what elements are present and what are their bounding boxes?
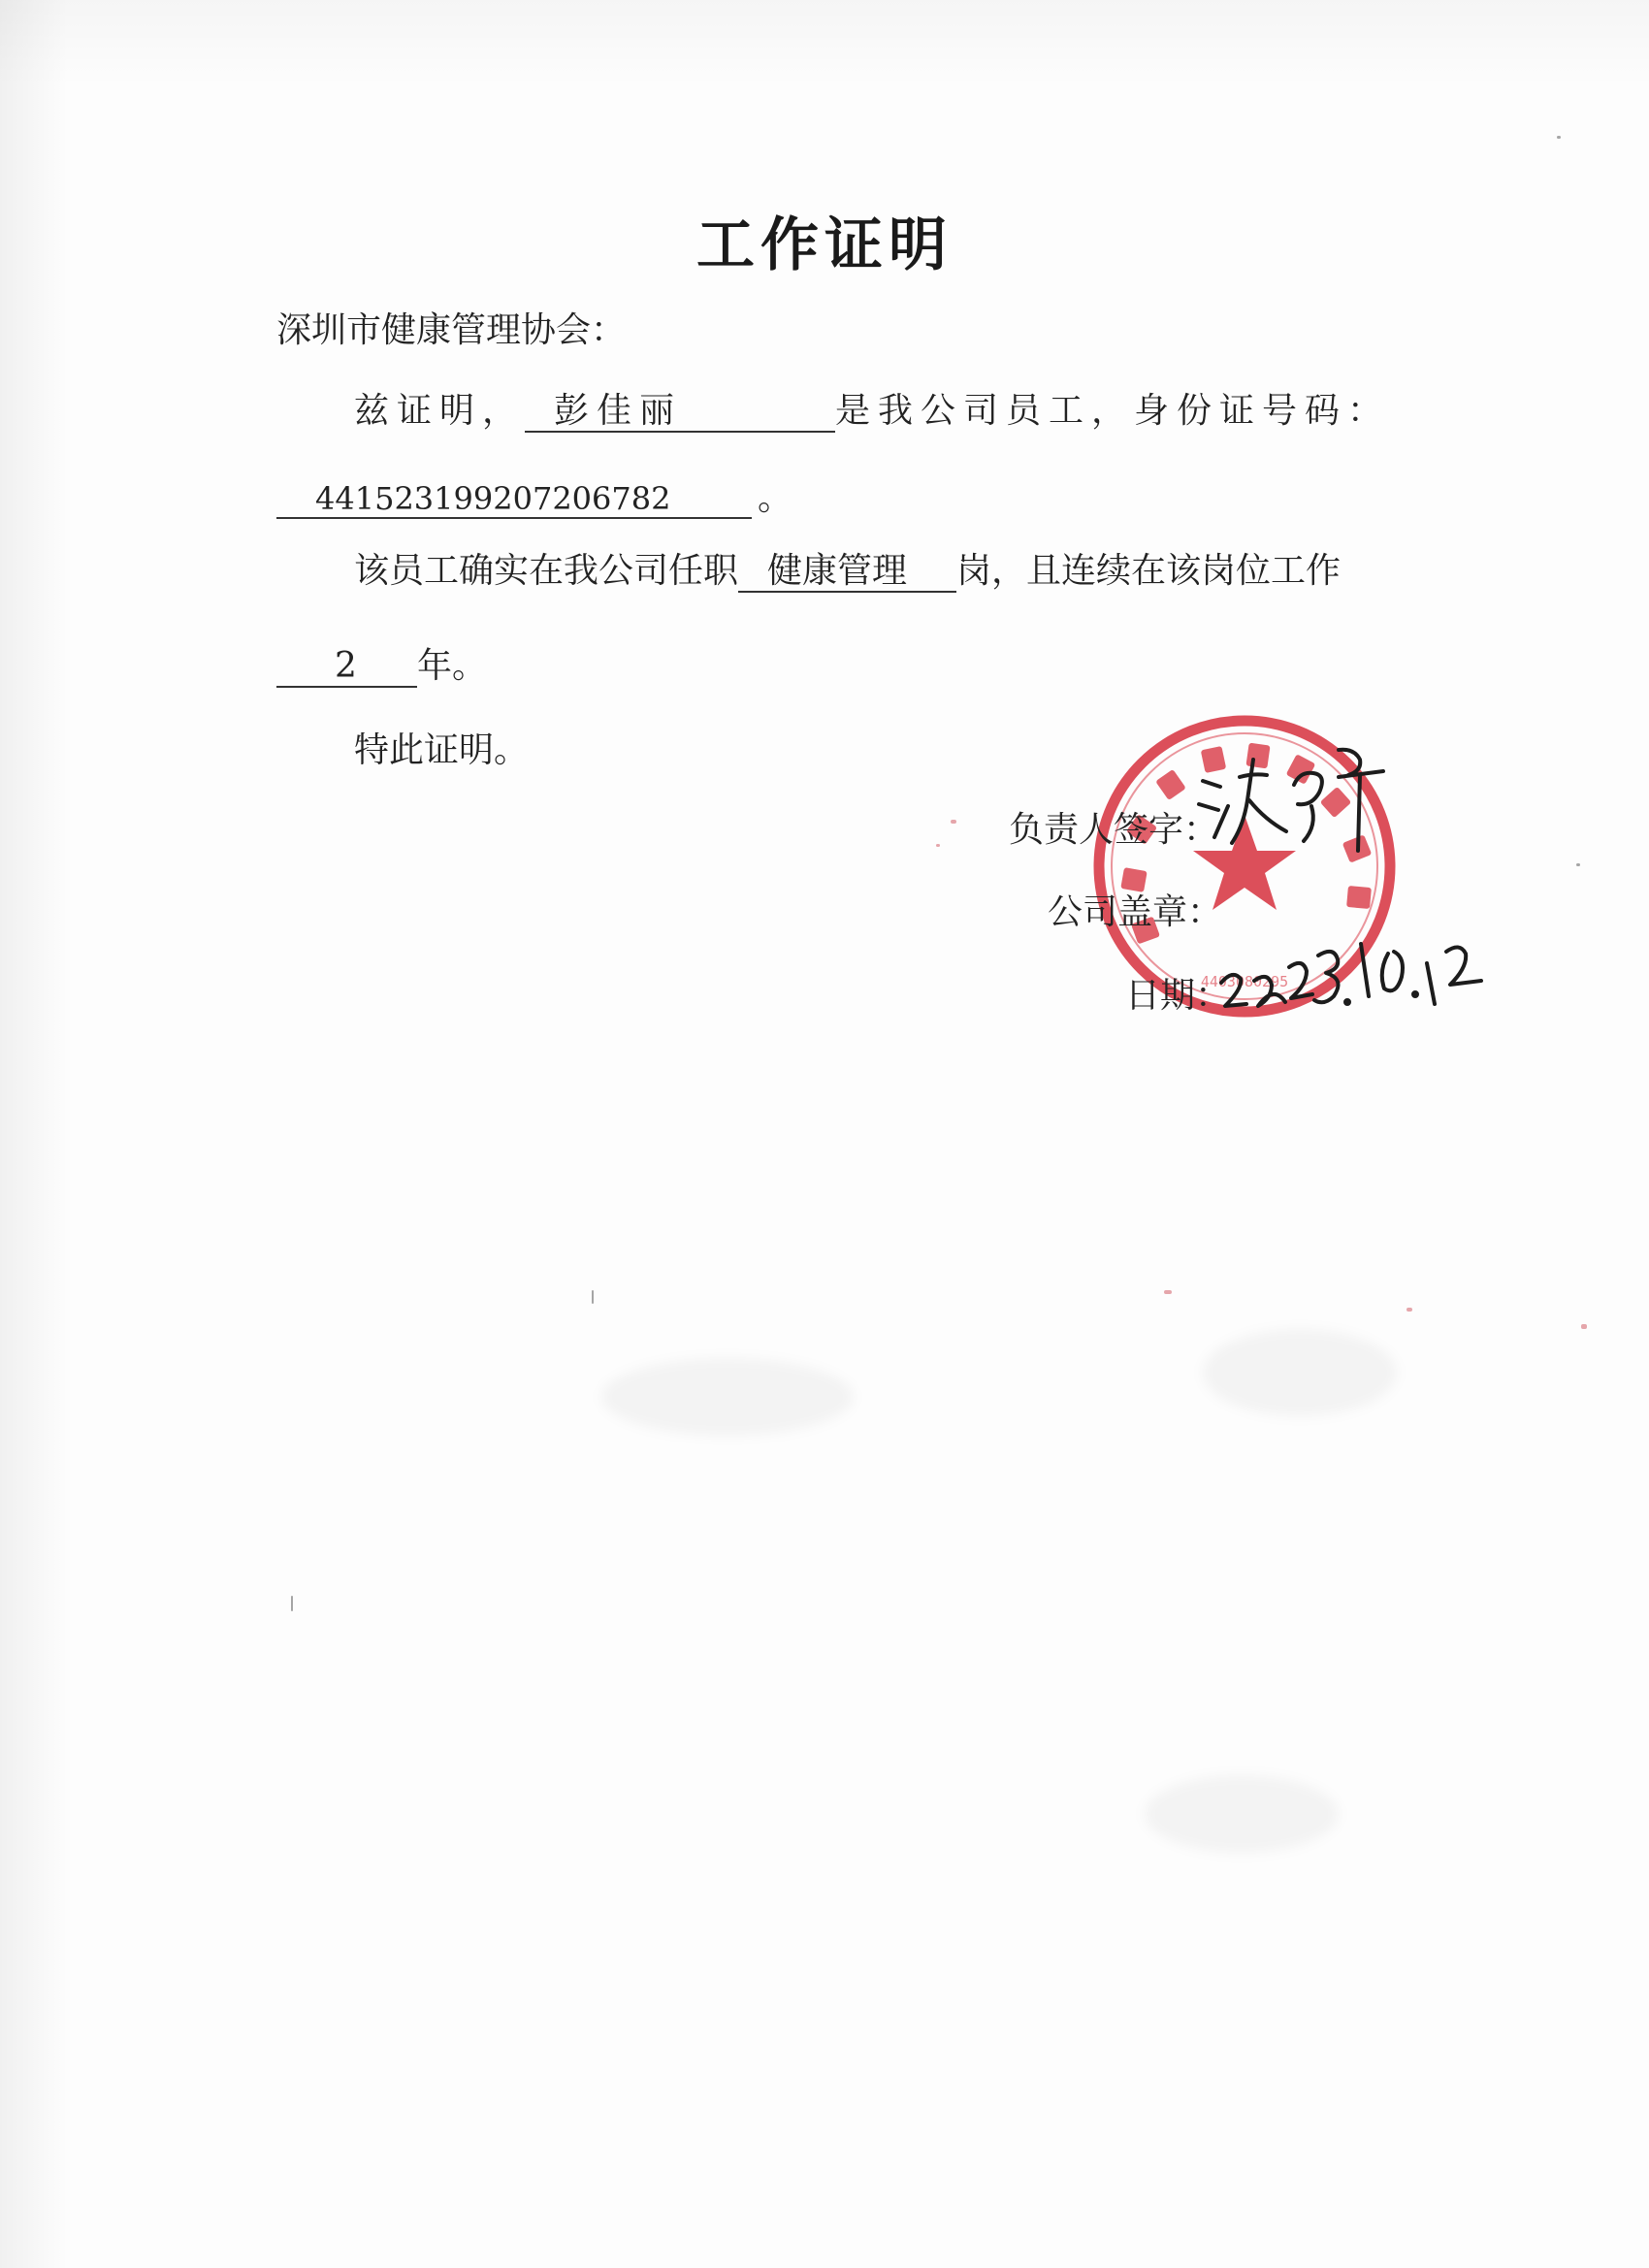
employee-name-field (525, 391, 835, 433)
scan-speck (592, 1290, 594, 1304)
document-title: 工作证明 (696, 211, 953, 279)
id-number-field (276, 481, 752, 519)
signature-label: 负责人签字： (1009, 810, 1219, 850)
handwritten-signature (1193, 742, 1397, 859)
scan-smudge (1145, 1775, 1339, 1853)
paragraph-2-line-1 (354, 543, 1341, 593)
scan-speck (936, 844, 940, 847)
scan-shading-top (0, 0, 1649, 87)
years-field (276, 646, 417, 688)
scan-speck (1557, 136, 1561, 139)
closing-statement: 特此证明。 (354, 730, 530, 770)
certify-middle: 是我公司员工，身份证号码： (835, 391, 1391, 431)
scan-speck (1581, 1324, 1587, 1329)
paragraph-2-line-2 (276, 638, 487, 688)
id-end-punct: 。 (758, 478, 793, 518)
id-number: 441523199207206782 (315, 480, 671, 517)
scan-smudge (1203, 1329, 1397, 1416)
years-value: 2 (335, 646, 357, 686)
scan-speck (1164, 1290, 1172, 1294)
position-middle: 岗，且连续在该岗位工作 (956, 551, 1342, 591)
scan-speck (1576, 863, 1580, 866)
position-name: 健康管理 (767, 551, 908, 591)
position-prefix: 该员工确实在我公司任职 (354, 551, 739, 591)
paragraph-1-line-2 (276, 470, 792, 520)
scan-speck (1406, 1308, 1412, 1312)
employee-name: 彭佳丽 (554, 391, 683, 431)
scan-smudge (601, 1358, 854, 1436)
handwritten-date (1217, 917, 1489, 1023)
years-suffix: 年。 (417, 646, 488, 686)
paragraph-1-line-1 (354, 383, 1390, 433)
position-field (738, 551, 956, 593)
scan-speck (951, 820, 956, 824)
scan-speck (291, 1596, 293, 1611)
date-label: 日期： (1125, 976, 1231, 1016)
certify-prefix: 兹证明， (354, 391, 526, 431)
seal-label: 公司盖章： (1048, 892, 1223, 932)
addressee: 深圳市健康管理协会： (276, 310, 627, 350)
svg-text:4403080295: 4403080295 (1200, 973, 1289, 990)
scan-shading (0, 0, 68, 2268)
